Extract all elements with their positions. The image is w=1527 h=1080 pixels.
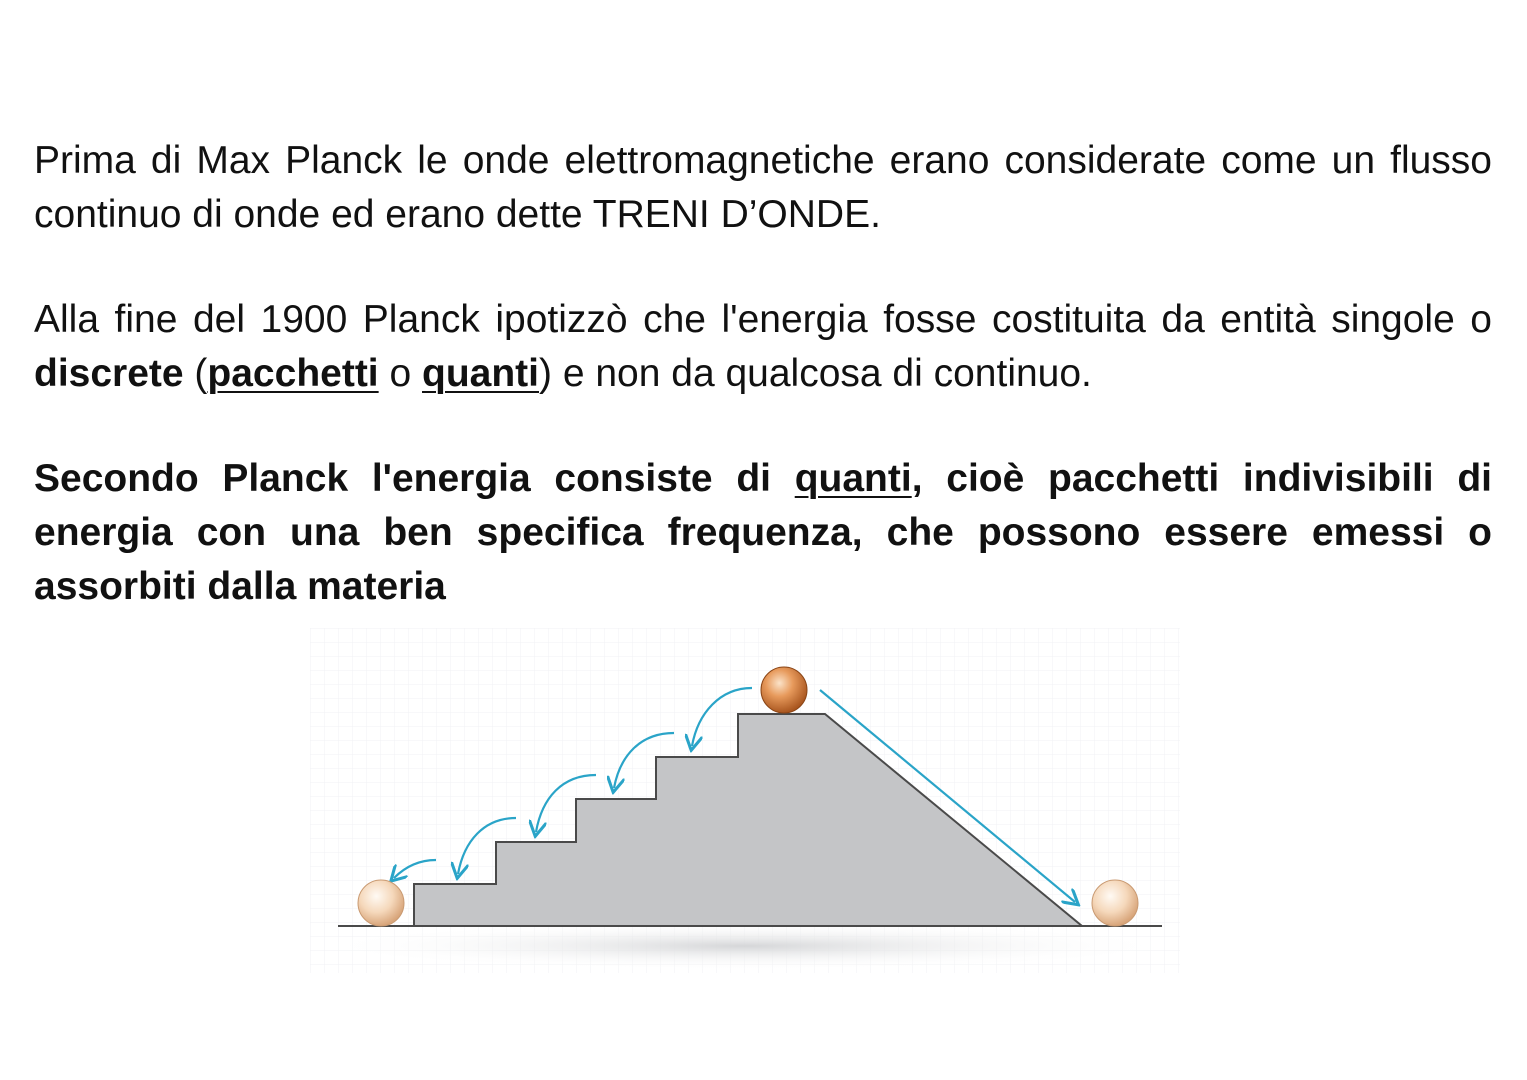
- ground-shadow: [315, 922, 1175, 970]
- ball-ramp-bottom: [1092, 880, 1138, 926]
- paragraph-planck-hypothesis: [34, 293, 1492, 401]
- paragraph3-text-2: , cioè pacchetti indivisibili di energia con una ben specifica frequenza, che possono essere emessi o assorbiti dalla materia: [34, 457, 1492, 608]
- term-quanti: quanti: [422, 352, 539, 395]
- illustration-svg: [310, 628, 1180, 973]
- ball-stairs-bottom: [358, 880, 404, 926]
- paragraph2-text-1: Alla fine del 1900 Planck ipotizzò che l'energia fosse costituita da entità singole o: [34, 298, 1492, 341]
- term-quanti-definition: quanti: [794, 457, 912, 500]
- paragraph-treni-onde: [34, 134, 1492, 242]
- ball-top: [761, 667, 807, 713]
- paragraph2-text-4: ) e non da qualcosa di continuo.: [539, 352, 1092, 395]
- paragraph3-text-1: Secondo Planck l'energia consiste di: [34, 457, 795, 500]
- paragraph-quanti-definition: [34, 452, 1492, 614]
- term-discrete: discrete: [34, 352, 184, 395]
- paragraph1-text: Prima di Max Planck le onde elettromagnetiche erano considerate come un flusso continuo di onde ed erano dette TRENI D’ONDE.: [34, 139, 1492, 236]
- paragraph2-text-3: o: [378, 352, 423, 395]
- staircase-vs-ramp-illustration: [310, 628, 1180, 973]
- term-pacchetti: pacchetti: [207, 352, 379, 395]
- paragraph2-text-2: (: [183, 352, 208, 395]
